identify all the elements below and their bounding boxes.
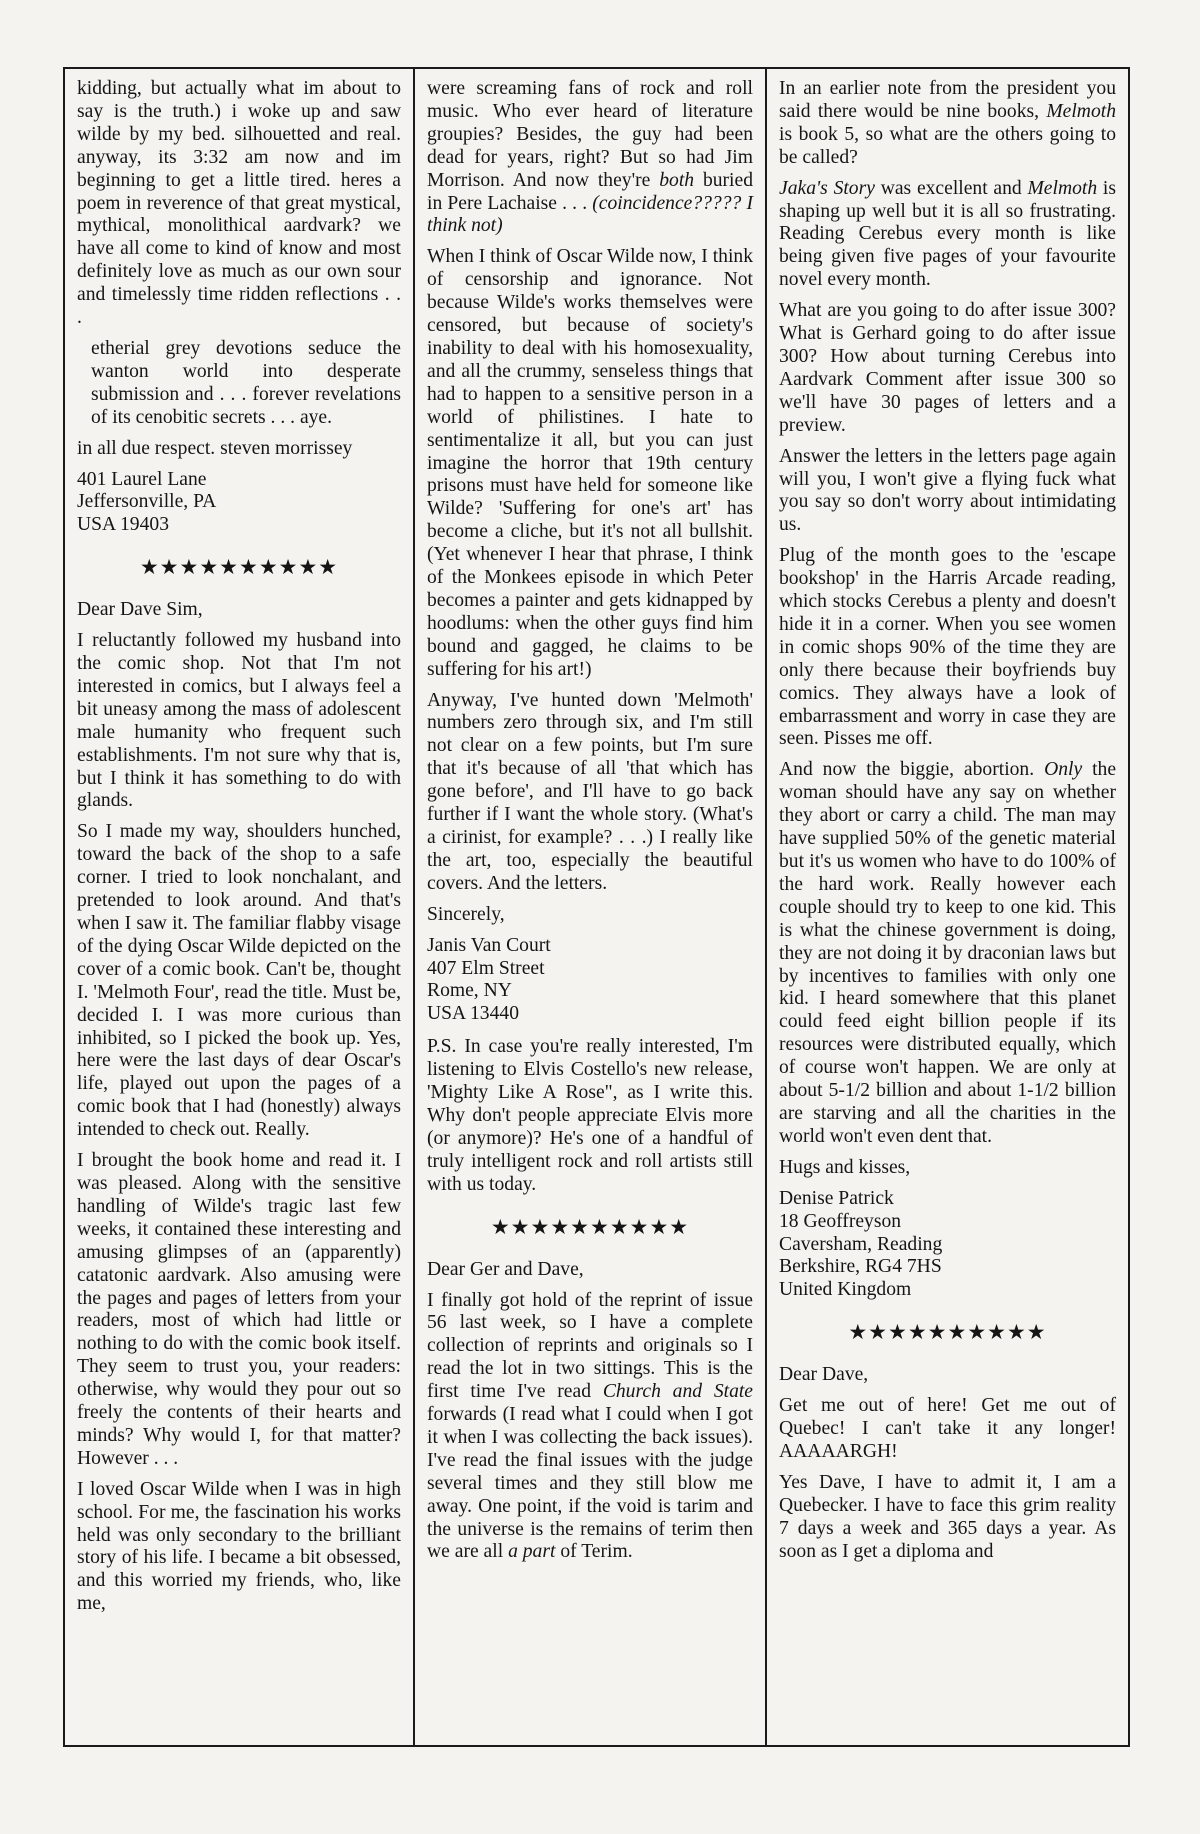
star-divider: ★★★★★★★★★★	[139, 555, 339, 580]
text-run-italic: Melmoth	[1027, 177, 1098, 199]
letter-greeting: Dear Dave Sim,	[77, 599, 203, 621]
text-run-italic: Melmoth	[1046, 100, 1116, 122]
address-line: 407 Elm Street	[427, 957, 545, 979]
letter-paragraph: Yes Dave, I have to admit it, I am a Quebecker. I have to face this grim reality 7 days a week and 365 days a year. As soon as I get a diploma and	[779, 1471, 1116, 1562]
text-run: And now the biggie, abortion.	[779, 759, 1035, 781]
text-run-italic: (coincidence????? I think not)	[427, 192, 753, 237]
column-middle	[415, 69, 767, 1745]
column-right	[767, 69, 1128, 1745]
address-line: Denise Patrick	[779, 1187, 894, 1209]
letter-greeting: Dear Dave,	[779, 1364, 869, 1386]
letter-paragraph: Get me out of here! Get me out of Quebec! I can't take it any longer! AAAAARGH!	[779, 1395, 1116, 1462]
letter-signature: in all due respect. steven morrissey	[77, 437, 353, 459]
text-run-italic: a part	[508, 1541, 556, 1563]
letter-paragraph: Plug of the month goes to the 'escape bookshop' in the Harris Arcade reading, which stocks Cerebus a plenty and doesn't hide it in a corner. When you see women in comic shops 90% of the time they are only there because their boyfriends buy comics. They always have a look of embarrassment and worry in case they are seen. Pisses me off.	[779, 545, 1116, 750]
letter-postscript: P.S. In case you're really interested, I'm listening to Elvis Costello's new release, 'Mighty Like A Rose", as I write this. Why don't people appreciate Elvis more (or anymore)? He's one of a handful of truly intelligent rock and roll artists still with us today.	[427, 1036, 753, 1195]
address-line: USA 19403	[77, 514, 169, 536]
address-line: Jeffersonville, PA	[77, 491, 217, 513]
address-line: Berkshire, RG4 7HS	[779, 1256, 942, 1278]
address-line: United Kingdom	[779, 1279, 912, 1301]
text-run: was excellent and	[880, 177, 1022, 199]
letter-paragraph: I brought the book home and read it. I was pleased. Along with the sensitive handling of Wilde's tragic last few weeks, it contained these interesting and amusing glimpses of an (apparently) catatonic aardvark. Also amusing were the pages and pages of letters from your readers, most of which had little or nothing to do with the comic book itself. They seem to trust you, your readers: otherwise, why would they pour out so freely the contents of their hearts and minds? Why would I, for that matter? However . . .	[77, 1150, 401, 1469]
address-line: 401 Laurel Lane	[77, 468, 207, 490]
text-run: were screaming fans of rock and roll music. Who ever heard of literature groupies? Besides, the guy had been dead for years, right? But so had Jim Morrison. And now they're	[427, 78, 753, 191]
text-run-italic: Jaka's Story	[779, 177, 875, 199]
letter-paragraph: Anyway, I've hunted down 'Melmoth' numbers zero through six, and I'm still not clear on a few points, but I'm sure that it's because of all 'that which has gone before', and I'll have to go back further if I want the whole story. (What's a cirinist, for example? . . .) I really like the art, too, especially the beautiful covers. And the letters.	[427, 689, 753, 894]
letter-paragraph	[779, 78, 1116, 170]
text-run-italic: Church and State	[602, 1381, 754, 1403]
letter-paragraph	[427, 1290, 753, 1565]
letter-paragraph	[427, 78, 753, 238]
address-line: Janis Van Court	[427, 934, 551, 956]
letter-address	[427, 935, 753, 1027]
poem: etherial grey devotions seduce the wanton world into desperate submission and . . . forever revelations of its cenobitic secrets . . . aye.	[91, 337, 401, 428]
letter-paragraph	[779, 178, 1116, 293]
text-run: I finally got hold of the reprint of issue 56 last week, so I have a complete collection of reprints and originals so I read the lot in two sittings. This is the first time I've read	[427, 1289, 753, 1403]
star-divider: ★★★★★★★★★★	[490, 1214, 690, 1239]
text-run: In an earlier note from the president you said there would be nine books,	[779, 78, 1116, 122]
text-run-italic: both	[659, 169, 695, 191]
letter-paragraph	[779, 759, 1116, 1148]
letter-greeting: Dear Ger and Dave,	[427, 1258, 584, 1280]
letter-closing: Hugs and kisses,	[779, 1156, 911, 1178]
letter-address	[77, 469, 401, 538]
text-run: the woman should have any say on whether they abort or carry a child. The man may have supplied 50% of the genetic material but it's us women who have to do 100% of the hard work. Really however each couple should try to keep to one kid. This is what the chinese government is doing, they are not doing it by draconian laws but by incentives to families with only one kid. I heard somewhere that this planet could feed eight billion people if its resources were distributed equally, which of course won't happen. We are only at about 5-1/2 billion and about 1-1/2 billion are starving and all the charities in the world won't even dent that.	[779, 759, 1117, 1147]
letter-address	[779, 1188, 1116, 1303]
letter-paragraph: Answer the letters in the letters page again will you, I won't give a flying fuck what you say so don't worry about intimidating us.	[779, 445, 1116, 536]
star-divider: ★★★★★★★★★★	[848, 1320, 1047, 1345]
letters-page-frame	[63, 67, 1130, 1747]
letter-paragraph: What are you going to do after issue 300? What is Gerhard going to do after issue 300? How about turning Cerebus into Aardvark Comment after issue 300 so we'll have 30 pages of letters and a preview.	[779, 300, 1116, 436]
address-line: Rome, NY	[427, 980, 512, 1002]
letter-paragraph: kidding, but actually what im about to say is the truth.) i woke up and saw wilde by my bed. silhouetted and real. anyway, its 3:32 am now and im beginning to get a little tired. heres a poem in reverence of that great mystical, mythical, monolithical aardvark? we have all come to kind of know and most definitely love as much as our own sour and timelessly time ridden reflections . . .	[77, 78, 401, 329]
letter-paragraph: When I think of Oscar Wilde now, I think of censorship and ignorance. Not because Wilde's works themselves were censored, but because of society's inability to deal with his homosexuality, and all the crummy, senseless things that had to happen to a sensitive person in a world of philistines. I hate to sentimentalize it all, but you can just imagine the horror that 19th century prisons must have held for someone like Wilde? 'Suffering for one's art' has become a cliche, but it's not all bullshit. (Yet whenever I hear that phrase, I think of the Monkees episode in which Peter becomes a painter and gets kidnapped by hoodlums: when the other guys find him bound and gagged, he claims to be suffering for his art!)	[427, 246, 753, 680]
text-run-italic: Only	[1044, 759, 1083, 781]
text-run: buried in Pere Lachaise . . .	[427, 169, 753, 214]
text-run: of Terim.	[560, 1541, 633, 1563]
address-line: USA 13440	[427, 1003, 519, 1025]
letter-paragraph: I reluctantly followed my husband into the comic shop. Not that I'm not interested in comics, but I always feel a bit uneasy among the mass of adolescent male humanity who frequent such establishments. I'm not sure why that is, but I think it has something to do with glands.	[77, 630, 401, 812]
letter-paragraph: I loved Oscar Wilde when I was in high school. For me, the fascination his works held was only secondary to the brilliant story of his life. I became a bit obsessed, and this worried my friends, who, like me,	[77, 1478, 401, 1615]
letter-paragraph: So I made my way, shoulders hunched, toward the back of the shop to a safe corner. I tried to look nonchalant, and pretended to look around. And that's when I saw it. The familiar flabby visage of the dying Oscar Wilde depicted on the cover of a comic book. Can't be, thought I. 'Melmoth Four', read the title. Must be, decided I. I was more curious than inhibited, so I picked the book up. Yes, here were the last days of dear Oscar's life, played out upon the pages of a comic book that I had (honestly) always intended to check out. Really.	[77, 821, 401, 1141]
address-line: 18 Geoffreyson	[779, 1210, 902, 1232]
text-run: is shaping up well but it is all so frustrating. Reading Cerebus every month is like being given five pages of your favourite novel every month.	[779, 177, 1116, 291]
text-run: forwards (I read what I could when I got it when I was collecting the back issues). I've read the final issues with the judge several times and they still blow me away. One point, if the void is tarim and the universe is the remains of terim then we are all	[427, 1404, 753, 1563]
text-run: is book 5, so what are the others going to be called?	[779, 123, 1116, 168]
letter-closing: Sincerely,	[427, 903, 505, 925]
column-left	[65, 69, 415, 1745]
address-line: Caversham, Reading	[779, 1233, 943, 1255]
